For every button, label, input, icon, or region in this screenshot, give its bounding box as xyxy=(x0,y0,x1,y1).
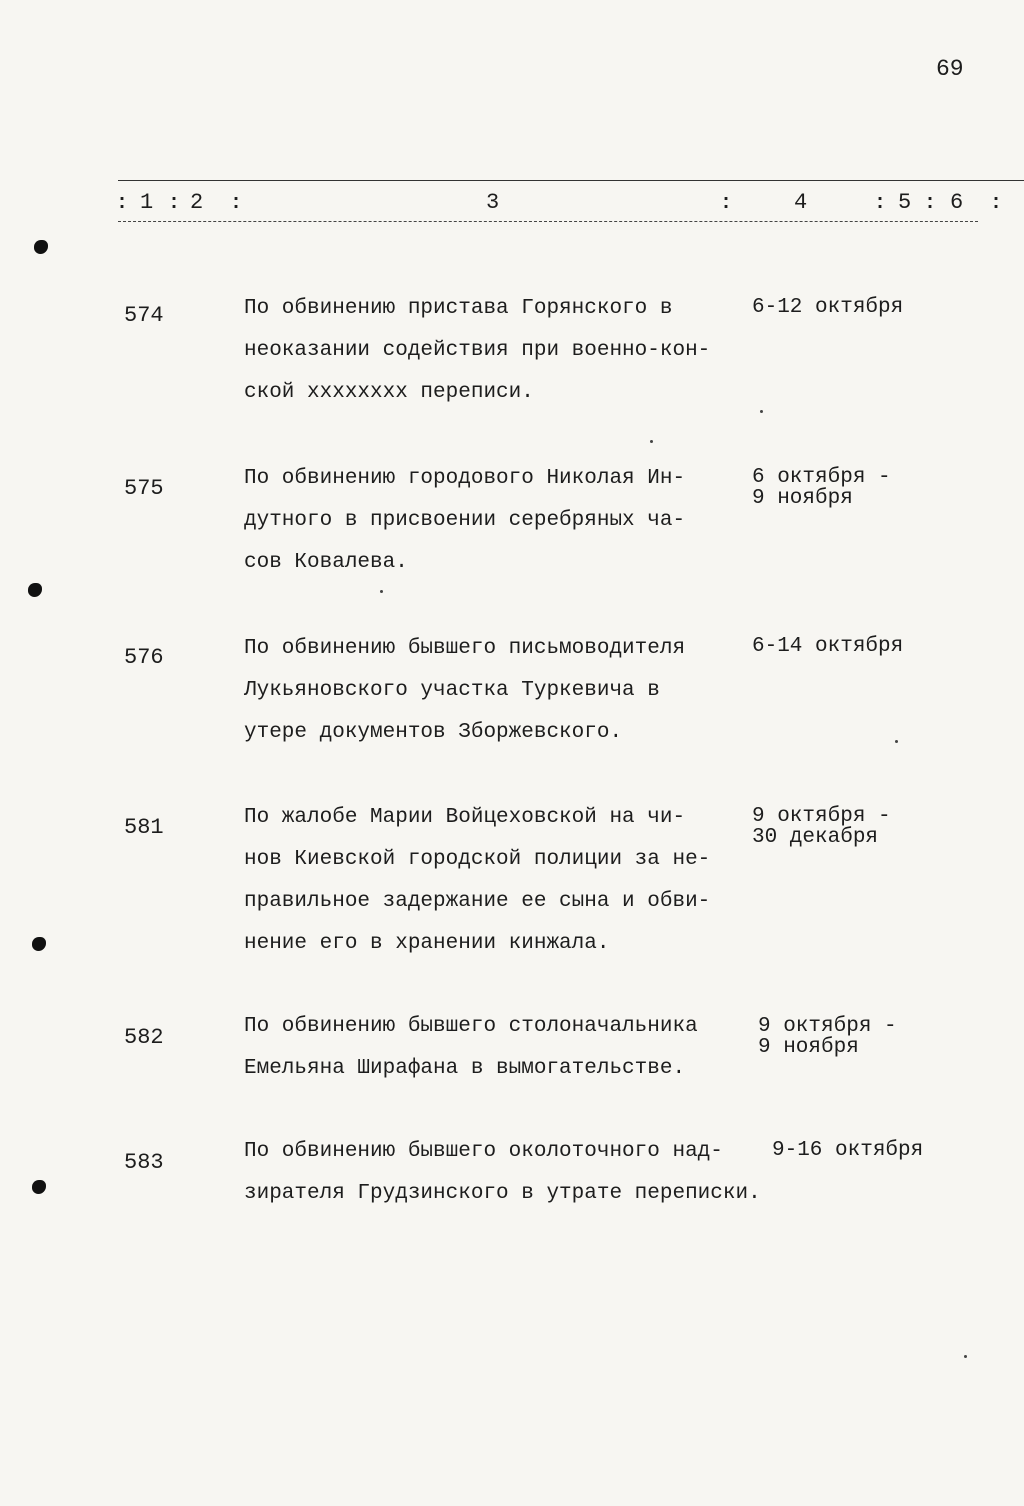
col-separator: : xyxy=(168,192,181,215)
entry-date: 6 октября - 9 ноября xyxy=(752,466,891,510)
header-top-rule xyxy=(118,180,1024,181)
entry-line: неоказании содействия при военно-кон- xyxy=(244,339,711,362)
page-number: 69 xyxy=(936,56,964,82)
speck xyxy=(964,1355,967,1358)
speck xyxy=(895,740,898,743)
col-separator: : xyxy=(720,192,733,215)
col-separator: : xyxy=(874,192,887,215)
entry-line: нов Киевской городской полиции за не- xyxy=(244,848,711,871)
entry-line: Лукьяновского участка Туркевича в xyxy=(244,679,660,702)
col-header-2: 2 xyxy=(190,190,204,215)
entry-line: По жалобе Марии Войцеховской на чи- xyxy=(244,806,686,829)
col-header-6: 6 xyxy=(950,190,964,215)
col-separator: : xyxy=(990,192,1003,215)
entry-number: 576 xyxy=(124,645,164,670)
entry-text xyxy=(244,1006,734,1090)
entry-text xyxy=(244,288,734,414)
speck xyxy=(760,410,763,413)
entry-date: 6-14 октября xyxy=(752,635,904,658)
entry-number: 581 xyxy=(124,815,164,840)
entry-number: 575 xyxy=(124,476,164,501)
speck xyxy=(380,590,383,593)
header-bottom-rule xyxy=(118,221,978,222)
entry-line: дутного в присвоении серебряных ча- xyxy=(244,509,686,532)
entry-text xyxy=(244,628,734,754)
col-separator: : xyxy=(924,192,937,215)
entry-line: По обвинению городового Николая Ин- xyxy=(244,467,686,490)
entry-line: утере документов Зборжевского. xyxy=(244,721,623,744)
col-header-4: 4 xyxy=(794,190,808,215)
col-header-1: 1 xyxy=(140,190,154,215)
entry-line: По обвинению бывшего околоточного над- xyxy=(244,1140,723,1163)
entry-number: 583 xyxy=(124,1150,164,1175)
col-header-5: 5 xyxy=(898,190,912,215)
entry-date: 6-12 октября xyxy=(752,296,904,319)
entry-line: ской xxxxxxxx переписи. xyxy=(244,381,534,404)
entry-text xyxy=(244,458,734,584)
entry-line: правильное задержание ее сына и обви- xyxy=(244,890,711,913)
col-header-3: 3 xyxy=(486,190,500,215)
entry-line: Емельяна Ширафана в вымогательстве. xyxy=(244,1057,686,1080)
entry-line: зирателя Грудзинского в утрате переписки. xyxy=(244,1182,761,1205)
binder-hole xyxy=(32,1180,46,1194)
binder-hole xyxy=(32,937,46,951)
entry-line: По обвинению пристава Горянского в xyxy=(244,297,673,320)
col-separator: : xyxy=(230,192,243,215)
entry-text xyxy=(244,797,734,965)
binder-hole xyxy=(34,240,48,254)
entry-text xyxy=(244,1131,784,1215)
entry-line: нение его в хранении кинжала. xyxy=(244,932,610,955)
entry-date: 9-16 октября xyxy=(772,1139,924,1162)
col-separator: : xyxy=(116,192,129,215)
entry-line: сов Ковалева. xyxy=(244,551,408,574)
entry-date: 9 октября - 30 декабря xyxy=(752,805,891,849)
entry-date: 9 октября - 9 ноября xyxy=(758,1015,897,1059)
entry-line: По обвинению бывшего письмоводителя xyxy=(244,637,686,660)
entry-number: 582 xyxy=(124,1025,164,1050)
binder-hole xyxy=(28,583,42,597)
entry-number: 574 xyxy=(124,303,164,328)
entry-line: По обвинению бывшего столоначальника xyxy=(244,1015,698,1038)
speck xyxy=(650,440,653,443)
